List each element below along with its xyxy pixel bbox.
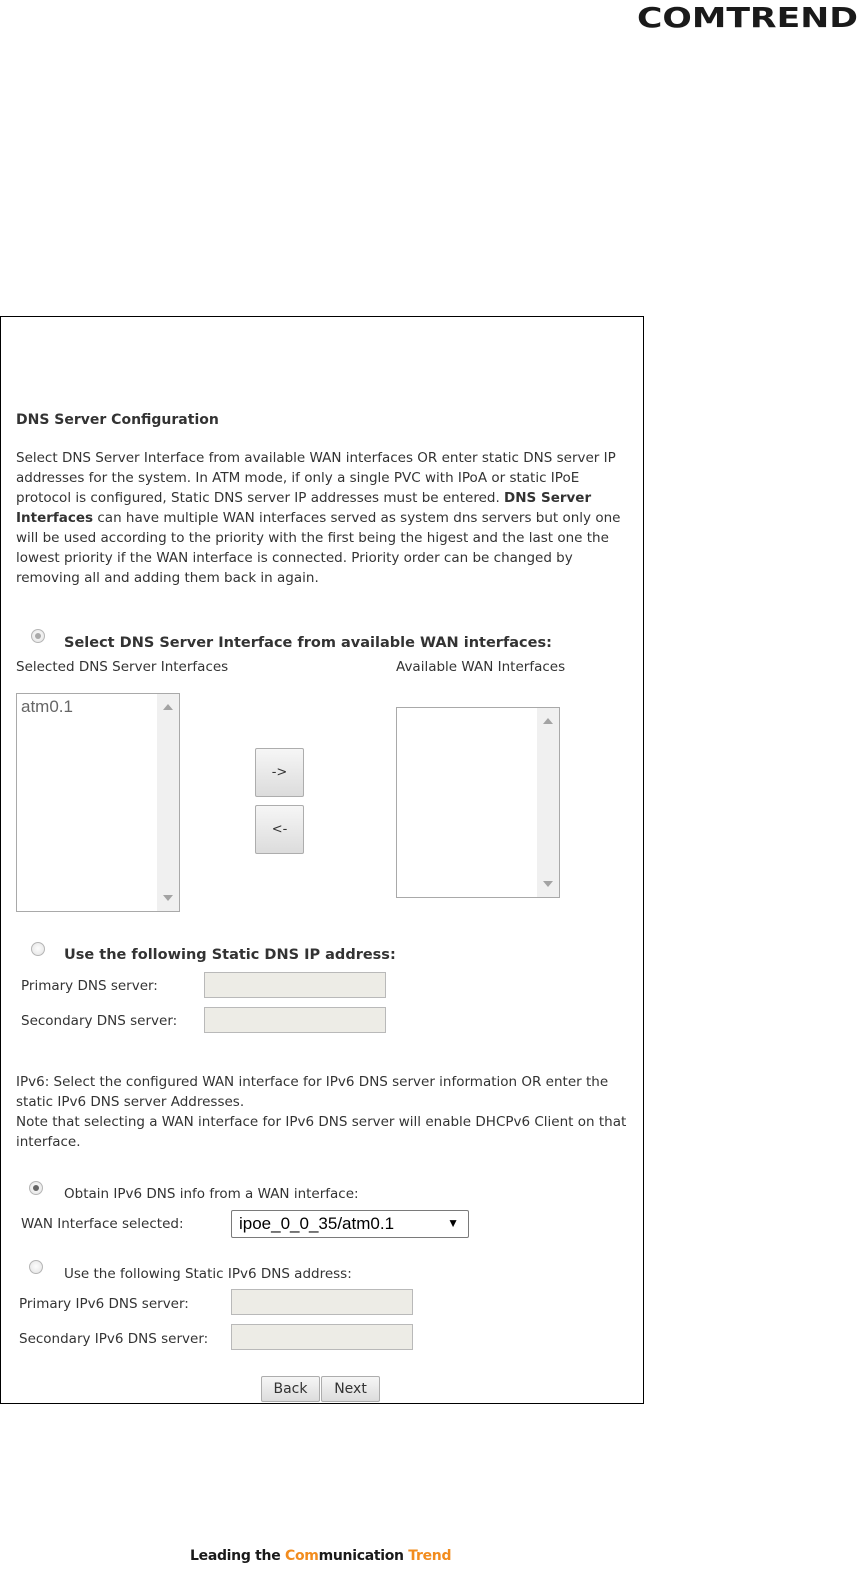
secondary-ipv6-dns-label: Secondary IPv6 DNS server: [19,1331,209,1347]
footer-text-2: Com [284,1548,319,1564]
primary-dns-label: Primary DNS server: [21,978,158,994]
page-title: DNS Server Configuration [16,412,219,428]
ipv6-obtain-radio[interactable] [29,1181,43,1195]
primary-ipv6-dns-field[interactable] [231,1289,413,1315]
page-description [16,448,631,588]
secondary-dns-label: Secondary DNS server: [21,1013,178,1029]
listbox-scrollbar[interactable] [157,694,179,911]
selected-interfaces-header: Selected DNS Server Interfaces [16,659,229,675]
wan-select-radio[interactable] [31,629,45,643]
selected-interfaces-listbox[interactable] [16,693,180,912]
scroll-up-icon[interactable] [163,704,173,710]
available-interfaces-listbox[interactable] [396,707,560,898]
primary-ipv6-dns-label: Primary IPv6 DNS server: [19,1296,189,1312]
ipv6-description-line1: IPv6: Select the configured WAN interface for IPv6 DNS server information OR enter the static IPv6 DNS server Addresses. [16,1074,609,1110]
footer-tagline [190,1548,451,1564]
wan-select-label: Select DNS Server Interface from available WAN interfaces: [64,635,552,651]
ipv6-static-radio[interactable] [29,1260,43,1274]
chevron-down-icon: ▼ [447,1216,459,1230]
available-interfaces-header: Available WAN Interfaces [396,659,566,675]
ipv6-obtain-label: Obtain IPv6 DNS info from a WAN interface: [64,1186,359,1202]
static-dns-radio[interactable] [31,942,45,956]
logo-text: COMTREND [637,1,858,32]
wan-interface-selected-label: WAN Interface selected: [21,1216,184,1232]
footer-text-1: Leading the [190,1548,285,1564]
description-text-1: Select DNS Server Interface from available WAN interfaces OR enter static DNS server IP addresses for the system. In ATM mode, if only a single PVC with IPoA or static IPoE protocol is configured, Static DNS server IP addresses must be entered. [16,450,616,506]
scroll-down-icon[interactable] [543,881,553,887]
scroll-down-icon[interactable] [163,895,173,901]
remove-interface-button[interactable]: <- [255,805,304,854]
list-item[interactable]: atm0.1 [21,697,73,716]
back-button[interactable]: Back [261,1376,320,1402]
listbox-scrollbar[interactable] [537,708,559,897]
footer-text-4: Trend [408,1548,452,1564]
description-text-2: can have multiple WAN interfaces served as system dns servers but only one will be used according to the priority with the first being the higest and the last one the lowest priority if the WAN interface is connected. Priority order can be changed by removing all and adding them back in again. [16,510,621,586]
dns-config-panel [0,316,644,1404]
ipv6-description [16,1072,636,1152]
description-bold: DNS Server Interfaces [16,490,592,526]
secondary-dns-field[interactable] [204,1007,386,1033]
next-button[interactable]: Next [321,1376,380,1402]
footer-text-3: munication [318,1548,409,1564]
scroll-up-icon[interactable] [543,718,553,724]
add-interface-button[interactable]: -> [255,748,304,797]
wan-interface-select[interactable] [231,1210,469,1238]
ipv6-static-label: Use the following Static IPv6 DNS address: [64,1266,352,1282]
wan-interface-select-value: ipoe_0_0_35/atm0.1 [239,1214,395,1233]
static-dns-label: Use the following Static DNS IP address: [64,947,396,963]
ipv6-description-line2: Note that selecting a WAN interface for IPv6 DNS server will enable DHCPv6 Client on that interface. [16,1114,627,1150]
comtrend-logo [637,0,858,32]
secondary-ipv6-dns-field[interactable] [231,1324,413,1350]
primary-dns-field[interactable] [204,972,386,998]
